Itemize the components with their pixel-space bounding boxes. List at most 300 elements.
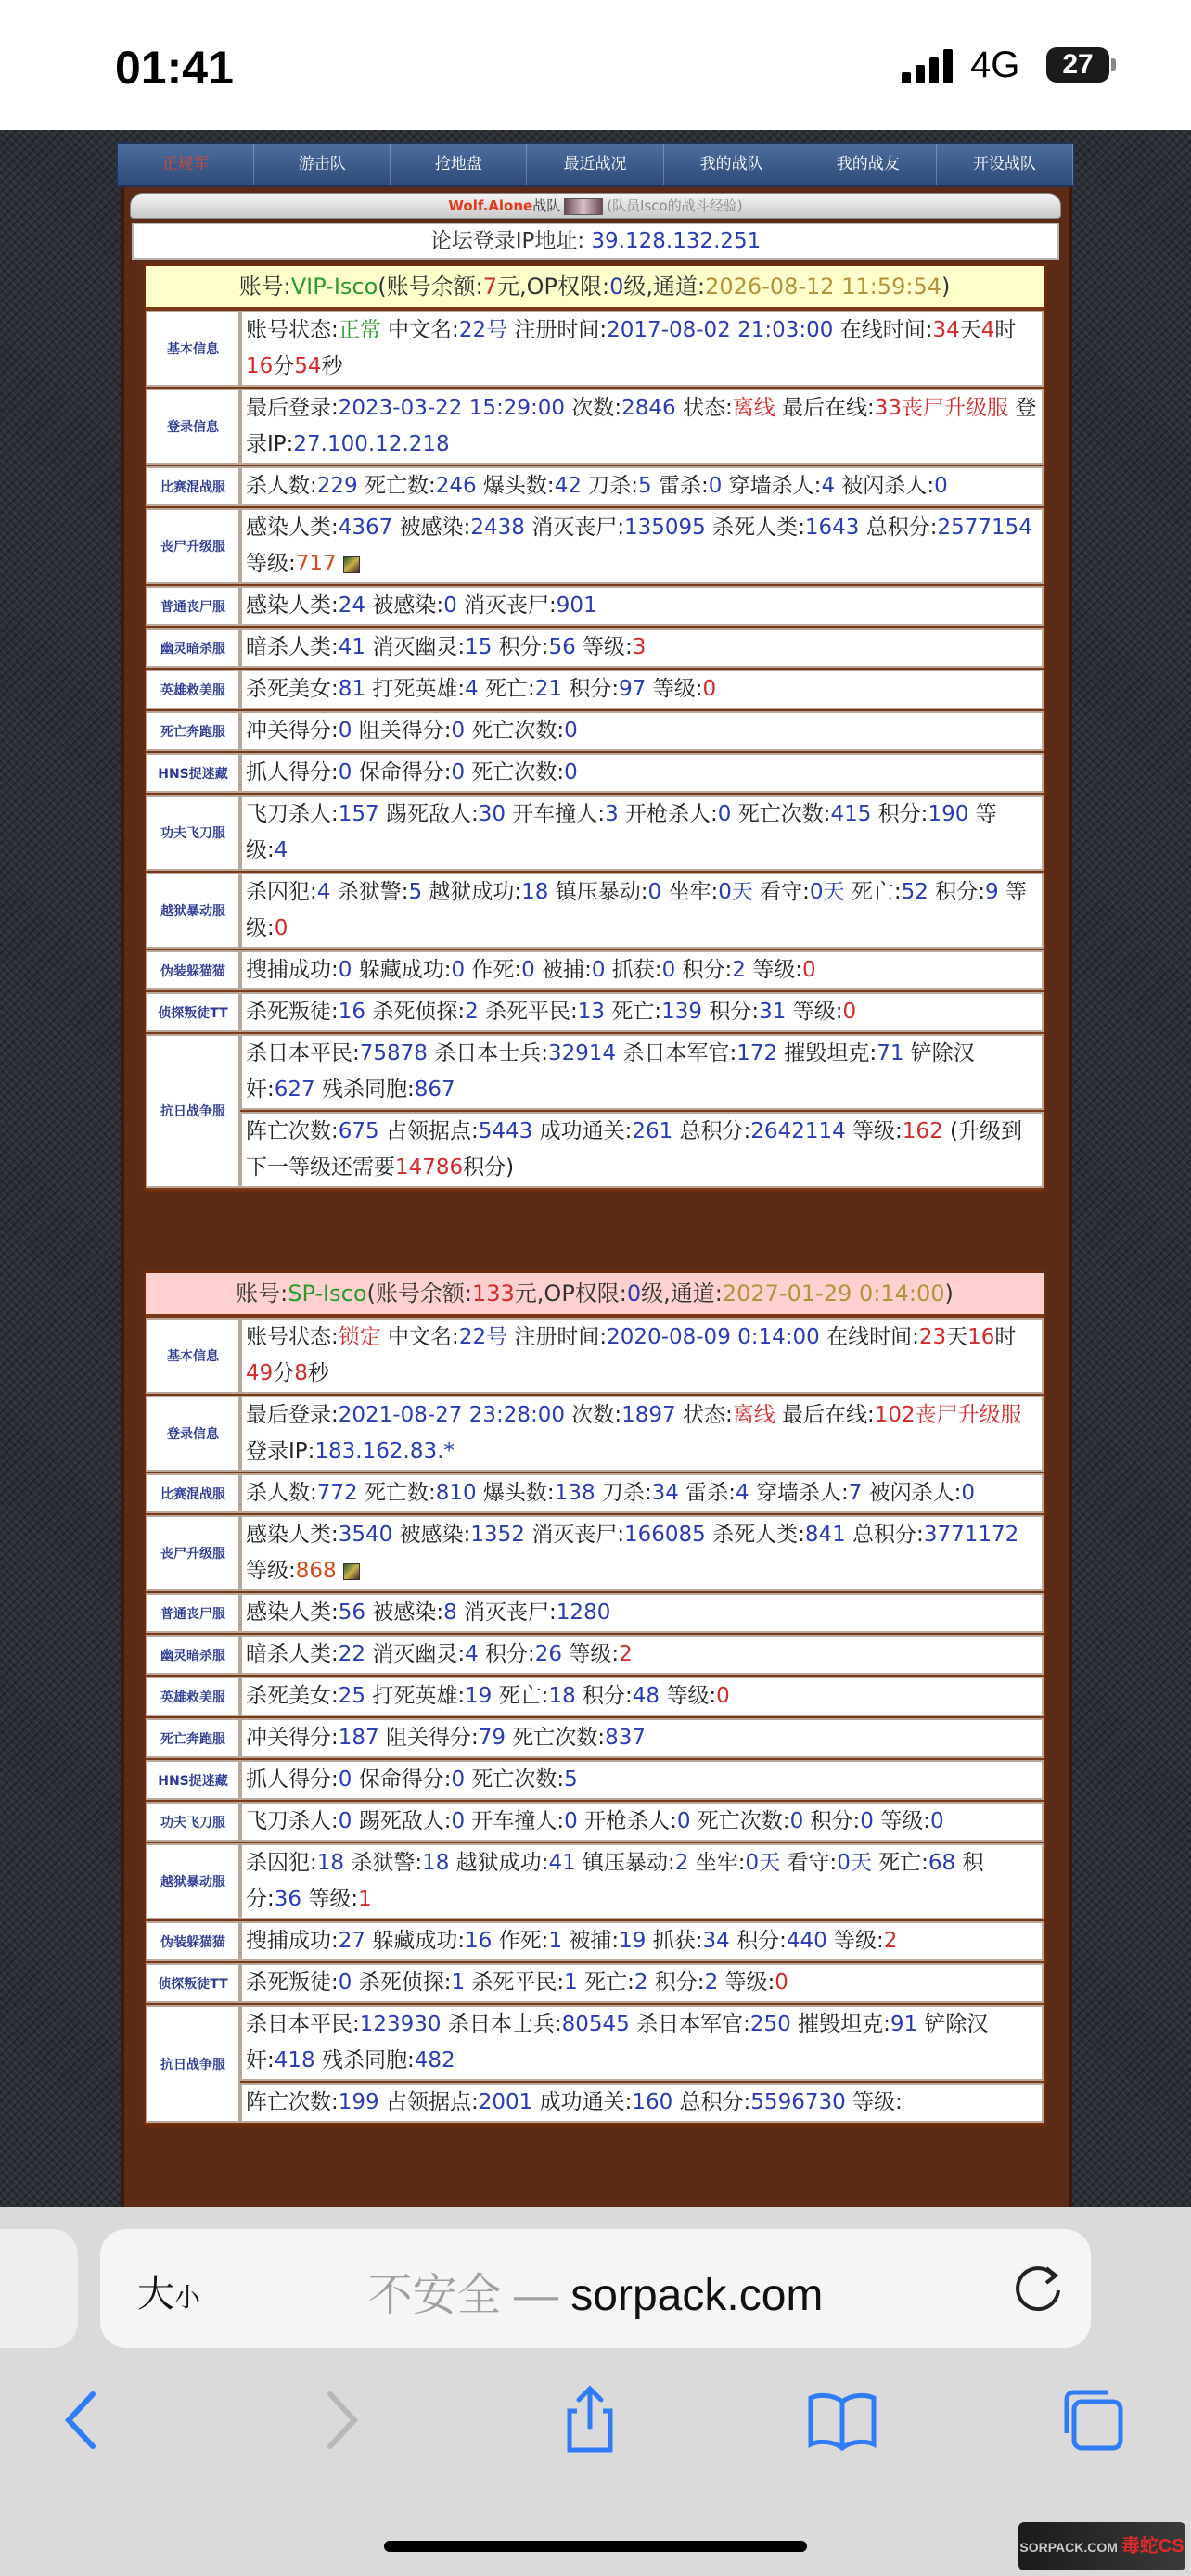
stat-value: 0 xyxy=(842,1000,857,1024)
stat-label: 杀死美女: xyxy=(246,1684,339,1708)
stat-label: 踢死敌人: xyxy=(378,802,479,826)
stat-value: 1 xyxy=(358,1887,372,1911)
stat-value: 0 xyxy=(338,719,352,743)
table-row xyxy=(146,670,1044,709)
stat-label: 飞刀杀人: xyxy=(246,802,339,826)
row-label: 英雄救美服 xyxy=(146,670,240,709)
nav-item[interactable]: 最近战况 xyxy=(527,144,663,185)
stat-value: 4 xyxy=(980,318,995,342)
stat-value: 0天 xyxy=(809,880,845,904)
stat-value: 13 xyxy=(577,1000,606,1024)
stat-label: 账号状态: xyxy=(246,1325,339,1349)
stat-value: 4 xyxy=(821,474,836,498)
row-values xyxy=(240,873,1044,949)
row-label: 死亡奔跑服 xyxy=(146,711,240,751)
signal-icon xyxy=(902,48,955,83)
row-values xyxy=(240,1802,1044,1842)
row-values xyxy=(240,1921,1044,1961)
stat-label: 等级: xyxy=(246,802,997,862)
stat-value: 3 xyxy=(632,635,647,659)
stat-label: 感染人类: xyxy=(246,593,339,618)
stat-value: 1897 xyxy=(621,1403,676,1427)
stat-value: 24 xyxy=(338,593,366,618)
row-values xyxy=(240,628,1044,668)
stat-value: 0天 xyxy=(745,1851,781,1875)
stat-value: 8 xyxy=(443,1600,457,1625)
balance-value: 133 xyxy=(471,1281,515,1307)
stat-value: 52 xyxy=(901,880,928,904)
balance-value: 7 xyxy=(482,274,498,300)
stat-value: 2 xyxy=(704,1970,719,1995)
stat-value: 4 xyxy=(736,1481,749,1505)
stat-label: 死亡: xyxy=(605,1000,662,1024)
table-row xyxy=(146,1112,1044,1188)
stat-value: 2438 xyxy=(470,516,525,540)
stat-value: 0 xyxy=(564,1809,578,1833)
stat-label: 打死英雄: xyxy=(365,1684,466,1708)
row-label: 侦探叛徒TT xyxy=(146,1963,240,2003)
stat-label: 杀囚犯: xyxy=(246,1851,317,1875)
nav-item[interactable]: 正规军 xyxy=(118,144,254,185)
stat-value: 250 xyxy=(749,2012,791,2036)
stat-value: 4 xyxy=(274,838,288,862)
reload-icon[interactable] xyxy=(1005,2255,1070,2320)
stat-label: 杀日本军官: xyxy=(629,2012,750,2036)
stat-value: 34 xyxy=(932,318,960,342)
stat-label: 冲关得分: xyxy=(246,1726,339,1750)
stat-label: 最后在线: xyxy=(775,1403,875,1427)
stat-value: 1352 xyxy=(470,1523,525,1547)
stat-value: 21 xyxy=(534,677,563,701)
nav-item[interactable]: 我的战队 xyxy=(664,144,800,185)
stat-value: 5443 xyxy=(478,1119,533,1143)
row-values xyxy=(240,2083,1044,2123)
team-note: (队员Isco的战斗经验) xyxy=(607,198,743,214)
stat-label: 抓获: xyxy=(605,958,662,982)
stat-value: 0 xyxy=(338,1970,352,1995)
stat-label: 感染人类: xyxy=(246,1600,339,1625)
table-row xyxy=(146,711,1044,751)
stat-value: 16 xyxy=(246,354,274,378)
url-separator: — xyxy=(501,2271,571,2320)
stat-value: 3540 xyxy=(338,1523,393,1547)
stat-value: 183.162.83.* xyxy=(314,1439,455,1463)
stat-label: 最后登录: xyxy=(246,396,339,420)
stat-value: 18 xyxy=(422,1851,450,1875)
stat-label: 等级: xyxy=(826,1929,884,1953)
share-icon[interactable] xyxy=(553,2383,627,2457)
stat-value: 1 xyxy=(451,1970,466,1995)
stat-label: 注册时间: xyxy=(507,1325,608,1349)
row-values xyxy=(240,795,1044,871)
account-card xyxy=(143,263,1046,1192)
stat-value: 80545 xyxy=(561,2012,630,2036)
stat-label: 等级: xyxy=(845,1119,903,1143)
stat-label: 作死: xyxy=(465,958,522,982)
stat-value: 0 xyxy=(647,880,662,904)
battery-tip xyxy=(1111,58,1116,71)
table-row xyxy=(146,1593,1044,1633)
nav-item[interactable]: 开设战队 xyxy=(937,144,1073,185)
stat-label: 积分: xyxy=(729,1929,787,1953)
row-values xyxy=(240,992,1044,1032)
stat-label: 穿墙杀人: xyxy=(722,474,822,498)
stat-label: 消灭幽灵: xyxy=(365,635,466,659)
stat-label: 杀狱警: xyxy=(344,1851,423,1875)
stat-label: 等级: xyxy=(718,1970,775,1995)
account-name[interactable]: VIP-Isco xyxy=(290,274,378,300)
stat-value: 4 xyxy=(316,880,331,904)
back-icon[interactable] xyxy=(46,2383,121,2457)
row-values xyxy=(240,1112,1044,1188)
stat-value: 841 xyxy=(804,1523,846,1547)
stat-label: 积分: xyxy=(871,802,928,826)
stat-label: 等级: xyxy=(845,2090,903,2114)
stat-label: 等级: xyxy=(660,1684,717,1708)
stat-label: 等级: xyxy=(575,635,633,659)
stat-label: 穿墙杀人: xyxy=(749,1481,849,1505)
table-row xyxy=(146,1318,1044,1394)
account-name[interactable]: SP-Isco xyxy=(288,1281,367,1307)
row-values xyxy=(240,1473,1044,1513)
table-row xyxy=(146,992,1044,1032)
stat-label: 抓人得分: xyxy=(246,1767,339,1792)
stat-value: 199 xyxy=(338,2090,379,2114)
stat-value: 56 xyxy=(338,1600,366,1625)
stat-value: 25 xyxy=(338,1684,366,1708)
stat-label: 作死: xyxy=(492,1929,549,1953)
status-bar xyxy=(0,0,1191,130)
stat-label: 总积分: xyxy=(859,516,938,540)
stat-label: 杀人数: xyxy=(246,1481,317,1505)
stat-value: 0 xyxy=(929,1809,944,1833)
stat-label: 开车撞人: xyxy=(465,1809,565,1833)
nav-item[interactable]: 抢地盘 xyxy=(391,144,527,185)
watermark-logo xyxy=(1018,2522,1185,2570)
stat-label: 总积分: xyxy=(845,1523,924,1547)
stat-label: 坐牢: xyxy=(661,880,719,904)
row-label: 基本信息 xyxy=(146,1318,240,1394)
stat-label: 杀死侦探: xyxy=(365,1000,466,1024)
stat-value: 0 xyxy=(443,593,457,618)
stat-value: 0天 xyxy=(837,1851,872,1875)
stat-label: 杀日本士兵: xyxy=(441,2012,562,2036)
stat-value: 1643 xyxy=(804,516,860,540)
stat-label: 死亡次数: xyxy=(731,802,831,826)
address-bar[interactable] xyxy=(100,2229,1091,2348)
stat-label: 阻关得分: xyxy=(352,719,452,743)
stat-value: 0 xyxy=(860,1809,874,1833)
stat-label: 躲藏成功: xyxy=(352,958,452,982)
channel-label: 级,通道: xyxy=(641,1281,723,1307)
stat-label: 雷杀: xyxy=(651,474,709,498)
nav-item[interactable]: 游击队 xyxy=(254,144,391,185)
stat-label: 等级: xyxy=(246,880,1027,940)
stat-value: 81 xyxy=(338,677,366,701)
stat-label: 摧毁坦克: xyxy=(777,1041,877,1065)
table-row xyxy=(146,1473,1044,1513)
row-values xyxy=(240,1396,1044,1472)
stat-label: 登录IP: xyxy=(246,1439,315,1463)
stat-label: 感染人类: xyxy=(246,516,339,540)
text-size-large: 大 xyxy=(137,2274,174,2315)
table-row xyxy=(146,1843,1044,1919)
stat-label: 消灭丧尸: xyxy=(524,516,624,540)
stat-label: 搜捕成功: xyxy=(246,958,339,982)
stat-label: 积分: xyxy=(575,1684,633,1708)
stat-label: 被闪杀人: xyxy=(835,474,935,498)
stat-value: 68 xyxy=(928,1851,956,1875)
not-secure-label: 不安全 xyxy=(367,2271,502,2320)
bookmarks-icon[interactable] xyxy=(805,2383,879,2457)
previous-tab[interactable] xyxy=(0,2229,78,2348)
stat-value: 138 xyxy=(554,1481,596,1505)
avatar xyxy=(564,198,603,215)
level-badge-icon xyxy=(343,556,360,573)
stat-value: 0 xyxy=(564,760,578,784)
row-label: 普通丧尸服 xyxy=(146,1593,240,1633)
stat-value: 867 xyxy=(414,1078,455,1102)
stat-label: 越狱成功: xyxy=(449,1851,549,1875)
close-paren: ) xyxy=(944,1281,954,1307)
row-values xyxy=(240,1760,1044,1800)
stat-value: 0 xyxy=(564,719,578,743)
stat-value: 41 xyxy=(548,1851,576,1875)
stat-label: 杀死侦探: xyxy=(352,1970,452,1995)
stat-value: 901 xyxy=(556,593,597,618)
stat-label: 积分: xyxy=(647,1970,705,1995)
stat-value: 810 xyxy=(435,1481,477,1505)
op-value: 0 xyxy=(626,1281,642,1307)
stat-label: 死亡次数: xyxy=(506,1726,606,1750)
stat-value: 0 xyxy=(702,677,717,701)
stat-label: 铲除汉奸: xyxy=(246,2012,989,2072)
stat-value: 离线 xyxy=(732,1403,775,1427)
stat-label: 等级: xyxy=(301,1887,359,1911)
stat-value: 1 xyxy=(548,1929,563,1953)
stat-label: 死亡: xyxy=(492,1684,549,1708)
team-name[interactable]: Wolf.Alone xyxy=(448,198,533,214)
stat-value: 0天 xyxy=(718,880,753,904)
url-text[interactable] xyxy=(100,2259,1091,2323)
stat-value: 79 xyxy=(478,1726,506,1750)
stat-value: 2 xyxy=(619,1642,633,1666)
stat-value: 123930 xyxy=(359,2012,442,2036)
stat-value: 31 xyxy=(759,1000,787,1024)
stat-value: 32914 xyxy=(547,1041,617,1065)
stat-label: 杀狱警: xyxy=(330,880,409,904)
stat-label: 死亡数: xyxy=(357,474,436,498)
stat-label: 积分: xyxy=(675,958,733,982)
stat-label: 积分: xyxy=(562,677,620,701)
stat-value: 0 xyxy=(338,760,352,784)
row-label: 比赛混战服 xyxy=(146,1473,240,1513)
tabs-icon[interactable] xyxy=(1057,2383,1132,2457)
stat-label: 刀杀: xyxy=(581,474,639,498)
stat-label: 积分: xyxy=(492,635,549,659)
stat-value: 5596730 xyxy=(750,2090,846,2114)
stat-value: 0 xyxy=(708,474,723,498)
stat-value: 18 xyxy=(316,1851,345,1875)
balance-label: (账号余额: xyxy=(366,1281,472,1307)
stat-value: 0 xyxy=(661,958,676,982)
stat-label: 积分: xyxy=(803,1809,861,1833)
stat-value: 2 xyxy=(732,958,746,982)
stat-label: 感染人类: xyxy=(246,1523,339,1547)
stat-value: 26 xyxy=(534,1642,563,1666)
table-row xyxy=(146,1921,1044,1961)
stat-value: 172 xyxy=(736,1041,778,1065)
stat-value: 97 xyxy=(619,677,647,701)
row-label: 普通丧尸服 xyxy=(146,586,240,626)
stat-value: 162 xyxy=(902,1119,943,1143)
stat-value: 7 xyxy=(848,1481,863,1505)
stat-label: 状态: xyxy=(675,396,733,420)
row-label: 伪装躲猫猫 xyxy=(146,950,240,990)
stat-value: 正常 xyxy=(338,318,381,342)
channel-date: 2026-08-12 11:59:54 xyxy=(705,274,941,300)
stat-value: 0 xyxy=(451,760,466,784)
channel-label: 级,通道: xyxy=(623,274,706,300)
stat-value: 0 xyxy=(521,958,535,982)
forward-icon[interactable] xyxy=(302,2383,377,2457)
stat-label: (升级到下一等级还需要 xyxy=(246,1119,1022,1180)
stat-label: 总积分: xyxy=(672,2090,751,2114)
stat-label: 抓人得分: xyxy=(246,760,339,784)
stat-label: 被感染: xyxy=(365,593,444,618)
stat-label: 天 xyxy=(959,318,981,342)
table-row xyxy=(146,1963,1044,2003)
ip-bar xyxy=(132,223,1059,260)
stat-value: 49 xyxy=(246,1361,274,1385)
stat-value: 2020-08-09 0:14:00 xyxy=(607,1325,820,1349)
stat-label: 躲藏成功: xyxy=(365,1929,466,1953)
stat-label: 抓获: xyxy=(646,1929,703,1953)
stat-value: 2001 xyxy=(478,2090,533,2114)
stat-value: 22号 xyxy=(458,1325,508,1349)
stat-label: 被捕: xyxy=(534,958,592,982)
stat-value: 锁定 xyxy=(338,1325,381,1349)
stat-value: 3 xyxy=(605,802,619,826)
stat-value: 418 xyxy=(274,2048,315,2072)
table-row xyxy=(146,389,1044,465)
stat-value: 102丧尸升级服 xyxy=(874,1403,1022,1427)
top-nav xyxy=(116,142,1075,187)
table-row xyxy=(146,1677,1044,1716)
stat-value: 0 xyxy=(934,474,948,498)
stat-value: 2 xyxy=(465,1000,479,1024)
stat-value: 0 xyxy=(338,1809,352,1833)
table-row xyxy=(146,2005,1044,2081)
stat-value: 0 xyxy=(801,958,816,982)
stat-value: 0 xyxy=(591,958,606,982)
stat-label: 残杀同胞: xyxy=(314,2048,415,2072)
stat-value: 16 xyxy=(465,1929,493,1953)
stat-label: 打死英雄: xyxy=(365,677,466,701)
stat-value: 3771172 xyxy=(923,1523,1019,1547)
stat-label: 暗杀人类: xyxy=(246,635,339,659)
stat-value: 75878 xyxy=(359,1041,428,1065)
stat-value: 0 xyxy=(676,1809,691,1833)
nav-item[interactable]: 我的战友 xyxy=(800,144,937,185)
stat-label: 杀日本平民: xyxy=(246,2012,360,2036)
stat-label: 保命得分: xyxy=(352,1767,452,1792)
stat-value: 14786 xyxy=(395,1155,464,1180)
stat-label: 次数: xyxy=(565,396,622,420)
watermark-brand: SORPACK.COM xyxy=(1019,2540,1118,2555)
stat-value: 5 xyxy=(408,880,423,904)
stat-value: 34 xyxy=(702,1929,730,1953)
stat-value: 15 xyxy=(465,635,493,659)
stat-label: 杀死平民: xyxy=(465,1970,565,1995)
account-header xyxy=(146,266,1044,309)
stat-label: 被感染: xyxy=(392,516,471,540)
stat-value: 5 xyxy=(564,1767,578,1792)
stat-label: 死亡次数: xyxy=(465,719,565,743)
stat-value: 2023-03-22 15:29:00 xyxy=(338,396,566,420)
stat-label: 消灭丧尸: xyxy=(456,593,557,618)
home-indicator xyxy=(384,2541,807,2552)
row-label: 幽灵暗杀服 xyxy=(146,1635,240,1675)
domain: sorpack.com xyxy=(570,2271,824,2320)
account-label: 账号: xyxy=(236,1281,288,1307)
row-values xyxy=(240,1034,1044,1110)
account-card xyxy=(143,1270,1046,2127)
stat-value: 1 xyxy=(564,1970,578,1995)
table-row xyxy=(146,873,1044,949)
row-label: 侦探叛徒TT xyxy=(146,992,240,1032)
stat-label: 铲除汉奸: xyxy=(246,1041,975,1102)
ip-value: 39.128.132.251 xyxy=(591,229,762,253)
clock: 01:41 xyxy=(115,42,234,94)
stat-label: 阻关得分: xyxy=(378,1726,479,1750)
stat-label: 杀死美女: xyxy=(246,677,339,701)
stat-label: 杀囚犯: xyxy=(246,880,317,904)
stat-value: 离线 xyxy=(732,396,775,420)
row-label: 越狱暴动服 xyxy=(146,873,240,949)
stat-value: 2846 xyxy=(621,396,676,420)
web-page[interactable] xyxy=(0,130,1191,2207)
stat-value: 42 xyxy=(554,474,582,498)
stat-label: 死亡: xyxy=(844,880,902,904)
stat-label: 杀日本士兵: xyxy=(427,1041,548,1065)
stat-label: 杀死平民: xyxy=(478,1000,578,1024)
stat-value: 2 xyxy=(674,1851,689,1875)
table-row xyxy=(146,1718,1044,1758)
stat-label: 杀死叛徒: xyxy=(246,1970,339,1995)
stat-value: 2017-08-02 21:03:00 xyxy=(607,318,834,342)
row-label: 抗日战争服 xyxy=(146,2005,240,2123)
stat-value: 717 xyxy=(295,552,337,576)
stat-label: 坐牢: xyxy=(688,1851,746,1875)
stat-label: 账号状态: xyxy=(246,318,339,342)
row-label: 登录信息 xyxy=(146,1396,240,1472)
stat-label: 积分: xyxy=(702,1000,760,1024)
row-label: 功夫飞刀服 xyxy=(146,795,240,871)
text-size-small: 小 xyxy=(174,2283,201,2312)
stat-label: 搜捕成功: xyxy=(246,1929,339,1953)
table-row xyxy=(146,795,1044,871)
row-values xyxy=(240,1593,1044,1633)
stat-value: 868 xyxy=(295,1559,337,1583)
stat-label: 爆头数: xyxy=(476,474,555,498)
stat-value: 16 xyxy=(338,1000,366,1024)
stat-value: 9 xyxy=(984,880,999,904)
stat-label: 在线时间: xyxy=(819,1325,919,1349)
team-header xyxy=(130,193,1061,219)
stat-label: 飞刀杀人: xyxy=(246,1809,339,1833)
stat-label: 死亡: xyxy=(478,677,535,701)
